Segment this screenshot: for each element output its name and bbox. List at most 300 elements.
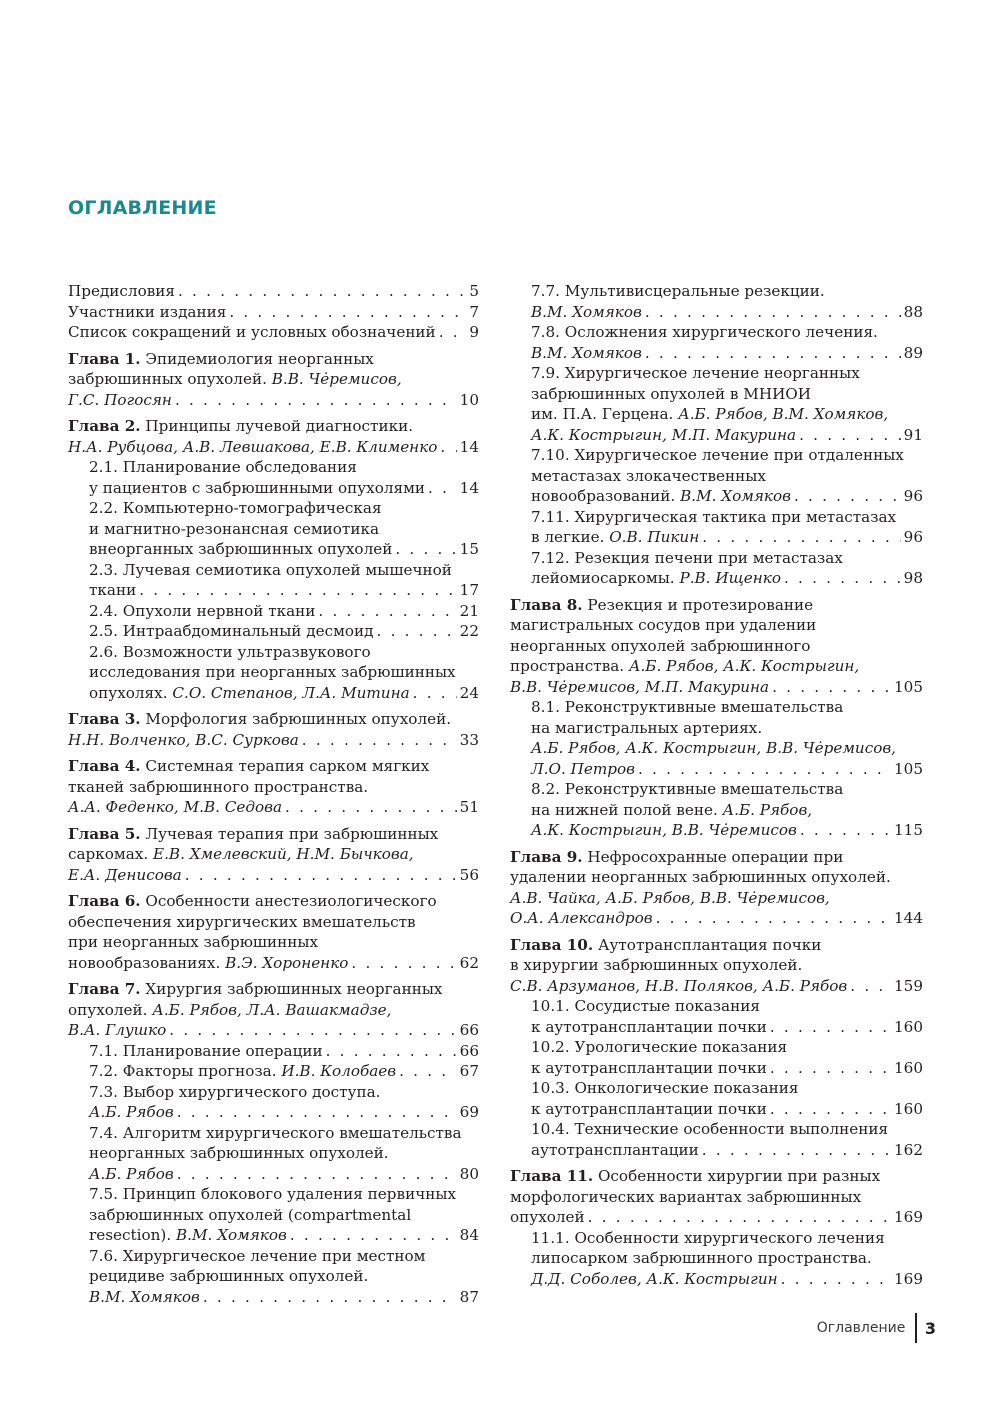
- dot-leader: [645, 343, 901, 364]
- entry-authors: В.Э. Хороненко: [225, 953, 349, 972]
- toc-line: [89, 519, 479, 540]
- toc-subsection-entry[interactable]: [510, 281, 923, 322]
- toc-line-text: [510, 847, 843, 868]
- toc-line: [531, 1140, 923, 1161]
- toc-line: [510, 888, 923, 909]
- entry-title: 10.3. Онкологические показания: [531, 1079, 799, 1097]
- toc-subsection-entry[interactable]: [510, 548, 923, 589]
- toc-line: [68, 416, 479, 437]
- dot-leader: [702, 527, 900, 548]
- toc-subsection-entry[interactable]: [510, 507, 923, 548]
- entry-page-number: 159: [894, 976, 923, 995]
- toc-line: [531, 363, 923, 384]
- entry-title: 8.1. Реконструктивные вмешательства: [531, 698, 844, 716]
- toc-line-text: [68, 1000, 391, 1021]
- toc-line-text: [531, 507, 896, 528]
- toc-chapter-entry[interactable]: [68, 709, 479, 750]
- toc-line: [531, 507, 923, 528]
- chapter-label: Глава 2.: [68, 417, 141, 435]
- toc-line: [531, 527, 923, 548]
- entry-page-number: 14: [459, 478, 479, 497]
- toc-line: [68, 390, 479, 411]
- entry-title: 2.4. Опухоли нервной ткани: [89, 601, 316, 620]
- entry-authors: О.В. Пикин: [609, 528, 700, 546]
- toc-line: [510, 595, 923, 616]
- toc-line: [89, 642, 479, 663]
- toc-line: [89, 1041, 479, 1062]
- chapter-label: Глава 1.: [68, 349, 141, 368]
- entry-page-number: 91: [903, 425, 923, 444]
- toc-line-text: [531, 1248, 872, 1269]
- entry-page-number: 88: [903, 302, 923, 321]
- entry-authors: А.Б. Рябов,: [722, 800, 813, 819]
- dot-leader: [229, 302, 466, 323]
- toc-line: [89, 498, 479, 519]
- entry-authors: В.М. Хомяков: [176, 1226, 287, 1244]
- entry-authors: И.В. Колобаев: [281, 1062, 397, 1080]
- toc-chapter-entry[interactable]: [68, 416, 479, 457]
- entry-page-number: 169: [894, 1269, 923, 1288]
- entry-title: и магнитно-резонансная семиотика: [89, 519, 379, 538]
- toc-subsection-entry[interactable]: [510, 445, 923, 507]
- chapter-label: Глава 4.: [68, 757, 141, 775]
- entry-title: 2.3. Лучевая семиотика опухолей мышечной: [89, 560, 452, 579]
- entry-title: Особенности хирургии при разных: [593, 1167, 881, 1185]
- toc-line-text: [531, 568, 781, 589]
- entry-title: 8.2. Реконструктивные вмешательства: [531, 780, 844, 798]
- toc-line-text: [68, 390, 172, 411]
- dot-leader: [185, 865, 457, 886]
- toc-line-text: [89, 1225, 287, 1246]
- toc-subsection-entry[interactable]: [68, 560, 479, 601]
- entry-title: новообразований.: [531, 487, 681, 505]
- toc-line-text: [89, 662, 456, 683]
- entry-title: удалении неорганных забрюшинных опухолей.: [510, 868, 891, 886]
- entry-title: внеорганных забрюшинных опухолей: [89, 540, 393, 558]
- toc-line: [68, 437, 479, 458]
- toc-line: [89, 1287, 479, 1308]
- entry-title: метастазах злокачественных: [531, 466, 766, 485]
- entry-page-number: 9: [469, 323, 479, 341]
- entry-page-number: 7: [469, 302, 479, 321]
- entry-authors: В.А. Глушко: [68, 1021, 167, 1039]
- toc-line-text: [89, 580, 136, 601]
- toc-line: [531, 1058, 923, 1079]
- entry-title: 10.1. Сосудистые показания: [531, 997, 760, 1015]
- entry-authors: В.М. Хомяков: [531, 343, 642, 362]
- toc-line-text: [89, 601, 315, 622]
- entry-authors: А.Б. Рябов, В.М. Хомяков,: [678, 405, 889, 423]
- entry-page-number: 67: [459, 1062, 479, 1080]
- toc-line: [531, 996, 923, 1017]
- toc-line: [68, 865, 479, 886]
- toc-line: [89, 1246, 479, 1267]
- toc-entry[interactable]: [68, 281, 479, 302]
- toc-subsection-entry[interactable]: [510, 996, 923, 1037]
- dot-leader: [770, 1099, 891, 1120]
- toc-line: [89, 1143, 479, 1164]
- entry-title: на нижней полой вене.: [531, 800, 723, 819]
- dot-leader: [799, 425, 901, 446]
- toc-line-text: [531, 820, 797, 841]
- dot-leader: [772, 677, 891, 698]
- entry-page-number: 15: [459, 540, 479, 558]
- toc-line-text: [68, 349, 374, 370]
- dot-leader: [139, 580, 456, 601]
- entry-page-number: 62: [459, 953, 479, 972]
- toc-entry[interactable]: [68, 322, 479, 343]
- toc-line: [68, 709, 479, 730]
- toc-line-text: [68, 953, 348, 974]
- entry-authors: Д.Д. Соболев, А.К. Кострыгин: [531, 1269, 778, 1288]
- entry-title: 7.4. Алгоритм хирургического вмешательства: [89, 1123, 462, 1142]
- toc-line: [531, 697, 923, 718]
- toc-line-text: [68, 844, 414, 865]
- chapter-label: Глава 5.: [68, 824, 141, 843]
- toc-line: [531, 425, 923, 446]
- entry-title: Хирургия забрюшинных неорганных: [140, 980, 443, 998]
- dot-leader: [781, 1269, 891, 1290]
- entry-page-number: 105: [894, 759, 923, 778]
- toc-line: [510, 976, 923, 997]
- dot-leader: [656, 908, 891, 929]
- toc-subsection-entry[interactable]: [510, 1119, 923, 1160]
- toc-subsection-entry[interactable]: [68, 1061, 479, 1082]
- entry-title: забрюшинных опухолей (compartmental: [89, 1205, 412, 1224]
- entry-title: 7.10. Хирургическое лечение при отдаленных: [531, 446, 904, 464]
- toc-line-text: [531, 302, 642, 323]
- toc-line-text: [531, 1099, 767, 1120]
- entry-title: 2.1. Планирование обследования: [89, 458, 357, 476]
- toc-line-text: [89, 1102, 174, 1123]
- toc-line-text: [531, 996, 760, 1017]
- toc-subsection-entry[interactable]: [510, 697, 923, 779]
- toc-line-text: [68, 932, 318, 953]
- toc-line-text: [531, 486, 791, 507]
- toc-subsection-entry[interactable]: [68, 601, 479, 622]
- dot-leader: [318, 601, 456, 622]
- toc-chapter-entry[interactable]: [68, 979, 479, 1041]
- toc-line-text: [68, 302, 226, 323]
- toc-line: [510, 1207, 923, 1228]
- entry-page-number: 160: [894, 1099, 923, 1118]
- toc-line-text: [531, 466, 766, 487]
- entry-page-number: 80: [459, 1164, 479, 1183]
- entry-authors: А.Б. Рябов, А.К. Кострыгин,: [628, 657, 860, 675]
- dot-leader: [351, 953, 456, 974]
- toc-subsection-entry[interactable]: [68, 457, 479, 498]
- dot-leader: [178, 281, 466, 302]
- toc-chapter-entry[interactable]: [510, 847, 923, 929]
- toc-line-text: [531, 384, 811, 405]
- entry-page-number: 69: [459, 1103, 479, 1121]
- toc-line-text: [531, 1119, 888, 1140]
- entry-page-number: 84: [459, 1226, 479, 1244]
- toc-line-text: [89, 1184, 456, 1205]
- toc-line: [531, 1228, 923, 1249]
- toc-line: [510, 677, 923, 698]
- toc-line: [89, 1061, 479, 1082]
- entry-authors: А.К. Кострыгин, М.П. Макурина: [531, 425, 797, 444]
- toc-line-text: [89, 498, 382, 519]
- dot-leader: [285, 797, 457, 818]
- entry-title: обеспечения хирургических вмешательств: [68, 912, 416, 931]
- entry-page-number: 5: [469, 282, 479, 300]
- toc-line: [531, 820, 923, 841]
- toc-line: [510, 636, 923, 657]
- toc-line-text: [531, 1017, 767, 1038]
- toc-line-text: [510, 677, 769, 698]
- chapter-label: Глава 7.: [68, 980, 141, 998]
- toc-line-text: [510, 976, 847, 997]
- toc-line-text: [68, 865, 182, 886]
- entry-title: 7.12. Резекция печени при метастазах: [531, 548, 843, 567]
- toc-line: [510, 1166, 923, 1187]
- entry-title: Эпидемиология неорганных: [140, 349, 374, 368]
- toc-line: [510, 656, 923, 677]
- toc-chapter-entry[interactable]: [510, 595, 923, 698]
- toc-line: [510, 935, 923, 956]
- toc-line-text: [89, 1246, 426, 1267]
- entry-title: 10.2. Урологические показания: [531, 1038, 788, 1056]
- entry-title: морфологических вариантах забрюшинных: [510, 1187, 862, 1206]
- toc-line-text: [68, 824, 438, 845]
- toc-subsection-entry[interactable]: [68, 1246, 479, 1308]
- toc-subsection-entry[interactable]: [510, 779, 923, 841]
- toc-line: [531, 1119, 923, 1140]
- toc-line-text: [531, 363, 860, 384]
- toc-subsection-entry[interactable]: [510, 363, 923, 445]
- entry-page-number: 115: [894, 821, 923, 839]
- entry-page-number: 24: [459, 683, 479, 702]
- toc-line: [68, 1000, 479, 1021]
- entry-title: неорганных опухолей забрюшинного: [510, 636, 811, 655]
- dot-leader: [770, 1017, 891, 1038]
- entry-title: тканей забрюшинного пространства.: [68, 777, 369, 796]
- entry-title: Предисловия: [68, 282, 175, 300]
- entry-authors: А.Б. Рябов, Л.А. Вашакмадзе,: [152, 1000, 392, 1019]
- entry-page-number: 98: [903, 569, 923, 587]
- entry-title: в легкие.: [531, 528, 610, 546]
- toc-line: [68, 730, 479, 751]
- toc-line: [68, 891, 479, 912]
- dot-leader: [428, 478, 457, 499]
- toc-line-text: [531, 1228, 885, 1249]
- toc-subsection-entry[interactable]: [510, 322, 923, 363]
- entry-title: опухолей.: [68, 1000, 153, 1019]
- toc-line: [89, 662, 479, 683]
- entry-title: при неорганных забрюшинных: [68, 933, 319, 951]
- entry-page-number: 162: [894, 1140, 923, 1159]
- toc-subsection-entry[interactable]: [510, 1228, 923, 1290]
- entry-title: 10.4. Технические особенности выполнения: [531, 1120, 889, 1138]
- toc-line-text: [531, 548, 843, 569]
- toc-line: [89, 539, 479, 560]
- entry-authors: Р.В. Ищенко: [679, 569, 781, 587]
- toc-line-text: [531, 738, 896, 759]
- entry-title: у пациентов с забрюшинными опухолями: [89, 478, 426, 497]
- toc-line-text: [68, 777, 368, 798]
- toc-line-text: [68, 756, 429, 777]
- entry-title: 7.7. Мультивисцеральные резекции.: [531, 282, 825, 300]
- entry-title: 7.2. Факторы прогноза.: [89, 1062, 282, 1080]
- entry-page-number: 56: [459, 865, 479, 884]
- toc-chapter-entry[interactable]: [68, 756, 479, 818]
- entry-title: забрюшинных опухолей в МНИОИ: [531, 384, 812, 403]
- entry-authors: Л.О. Петров: [531, 759, 635, 778]
- dot-leader: [290, 1225, 457, 1246]
- toc-line-text: [68, 730, 299, 751]
- toc-line: [89, 457, 479, 478]
- toc-line-text: [531, 759, 635, 780]
- dot-leader: [413, 683, 457, 704]
- toc-line: [89, 1102, 479, 1123]
- toc-left-column: [68, 281, 479, 1307]
- toc-line-text: [510, 1166, 880, 1187]
- toc-subsection-entry[interactable]: [68, 621, 479, 642]
- toc-chapter-entry[interactable]: [68, 891, 479, 973]
- entry-title: 2.6. Возможности ультразвукового: [89, 642, 371, 661]
- toc-line-text: [89, 1266, 368, 1287]
- chapter-label: Глава 6.: [68, 892, 141, 910]
- toc-line: [68, 953, 479, 974]
- entry-title: пространства.: [510, 657, 629, 675]
- entry-page-number: 96: [903, 487, 923, 505]
- entry-page-number: 33: [459, 730, 479, 749]
- toc-line: [531, 486, 923, 507]
- entry-title: опухолях.: [89, 683, 173, 702]
- entry-title: Принципы лучевой диагностики.: [140, 417, 414, 435]
- entry-authors: А.В. Чайка, А.Б. Рябов, В.В. Чėремисов,: [510, 888, 830, 907]
- entry-page-number: 21: [459, 601, 479, 620]
- chapter-label: Глава 11.: [510, 1167, 594, 1185]
- page-footer: [817, 1313, 936, 1343]
- toc-chapter-entry[interactable]: [68, 824, 479, 886]
- toc-line: [510, 847, 923, 868]
- toc-subsection-entry[interactable]: [68, 1082, 479, 1123]
- toc-line: [531, 568, 923, 589]
- toc-line-text: [531, 281, 825, 302]
- toc-line-text: [510, 888, 830, 909]
- toc-line: [89, 1123, 479, 1144]
- toc-line: [531, 281, 923, 302]
- toc-subsection-entry[interactable]: [68, 498, 479, 560]
- toc-line: [531, 548, 923, 569]
- entry-page-number: 169: [894, 1208, 923, 1226]
- toc-line-text: [531, 425, 796, 446]
- toc-chapter-entry[interactable]: [510, 1166, 923, 1228]
- entry-page-number: 96: [903, 528, 923, 546]
- dot-leader: [169, 1020, 456, 1041]
- toc-entry[interactable]: [68, 302, 479, 323]
- toc-line-text: [531, 1140, 699, 1161]
- toc-right-column: [510, 281, 923, 1289]
- toc-line: [89, 1164, 479, 1185]
- toc-line-text: [510, 1187, 861, 1208]
- toc-line: [531, 1037, 923, 1058]
- entry-title: 7.1. Планирование операции: [89, 1041, 323, 1060]
- entry-page-number: 160: [894, 1017, 923, 1036]
- entry-page-number: 14: [459, 437, 479, 456]
- toc-subsection-entry[interactable]: [68, 1123, 479, 1185]
- toc-line: [68, 912, 479, 933]
- dot-leader: [395, 539, 456, 560]
- entry-authors: В.М. Хомяков: [531, 302, 642, 321]
- toc-line: [89, 683, 479, 704]
- dot-leader: [794, 486, 901, 507]
- entry-authors: С.В. Арзуманов, Н.В. Поляков, А.Б. Рябов: [510, 976, 848, 995]
- toc-line: [89, 1184, 479, 1205]
- entry-title: опухолей: [510, 1208, 585, 1226]
- toc-subsection-entry[interactable]: [68, 642, 479, 704]
- toc-line: [89, 560, 479, 581]
- toc-line: [510, 908, 923, 929]
- entry-title: рецидиве забрюшинных опухолей.: [89, 1267, 369, 1285]
- entry-authors: Г.С. Погосян: [68, 390, 172, 409]
- toc-line-text: [89, 1123, 462, 1144]
- dot-leader: [850, 976, 891, 997]
- toc-line-text: [531, 697, 843, 718]
- entry-authors: В.В. Чėремисов,: [271, 370, 402, 388]
- toc-line: [68, 322, 479, 343]
- chapter-label: Глава 8.: [510, 595, 583, 614]
- entry-page-number: 66: [459, 1021, 479, 1039]
- entry-authors: Н.Н. Волченко, В.С. Суркова: [68, 730, 299, 749]
- toc-subsection-entry[interactable]: [68, 1184, 479, 1246]
- toc-line-text: [89, 1143, 389, 1164]
- footer-divider: [915, 1313, 917, 1343]
- toc-subsection-entry[interactable]: [68, 1041, 479, 1062]
- toc-line-text: [89, 539, 392, 560]
- toc-line: [531, 302, 923, 323]
- toc-line-text: [510, 955, 802, 976]
- toc-line: [68, 756, 479, 777]
- entry-title: 2.5. Интраабдоминальный десмоид: [89, 622, 374, 640]
- entry-title: 2.2. Компьютерно-томографическая: [89, 499, 382, 517]
- entry-title: 7.5. Принцип блокового удаления первичных: [89, 1185, 457, 1203]
- toc-line: [68, 777, 479, 798]
- entry-title: им. П.А. Герцена.: [531, 405, 679, 423]
- entry-authors: А.Б. Рябов, А.К. Кострыгин, В.В. Чėремисов,: [531, 739, 897, 757]
- toc-line: [510, 1187, 923, 1208]
- toc-line-text: [510, 1207, 585, 1228]
- toc-line: [531, 466, 923, 487]
- toc-line: [68, 824, 479, 845]
- toc-line-text: [89, 1287, 200, 1308]
- dot-leader: [702, 1140, 891, 1161]
- entry-authors: А.Б. Рябов: [89, 1103, 174, 1121]
- toc-line: [531, 800, 923, 821]
- entry-authors: С.О. Степанов, Л.А. Митина: [172, 683, 410, 702]
- chapter-label: Глава 10.: [510, 935, 594, 954]
- entry-title: забрюшинных опухолей.: [68, 370, 272, 388]
- toc-subsection-entry[interactable]: [510, 1037, 923, 1078]
- toc-chapter-entry[interactable]: [68, 349, 479, 411]
- toc-line: [89, 621, 479, 642]
- toc-chapter-entry[interactable]: [510, 935, 923, 997]
- entry-title: ткани: [89, 581, 137, 599]
- toc-line: [531, 384, 923, 405]
- toc-line: [68, 281, 479, 302]
- entry-title: Резекция и протезирование: [582, 595, 814, 614]
- toc-subsection-entry[interactable]: [510, 1078, 923, 1119]
- toc-line: [531, 404, 923, 425]
- toc-line-text: [68, 416, 413, 437]
- entry-authors: А.Б. Рябов: [89, 1164, 174, 1183]
- toc-line: [531, 718, 923, 739]
- toc-line: [531, 738, 923, 759]
- entry-title: 7.6. Хирургическое лечение при местном: [89, 1246, 426, 1265]
